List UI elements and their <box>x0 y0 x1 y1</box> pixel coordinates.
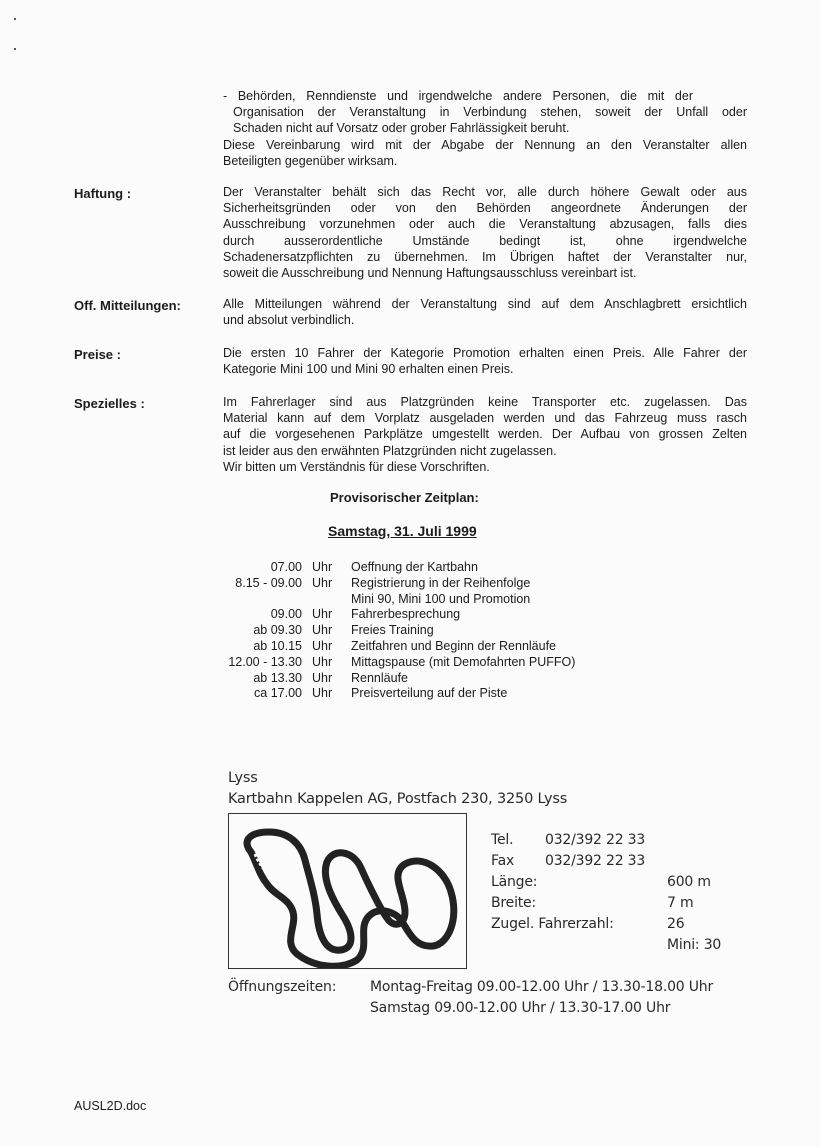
drivers-value: 26 <box>667 916 685 932</box>
schedule-event: Zeitfahren und Beginn der Rennläufe <box>351 639 557 653</box>
tel-label: Tel. <box>491 832 514 848</box>
schedule-unit: Uhr <box>312 654 333 669</box>
drivers-mini-value: Mini: 30 <box>667 937 722 953</box>
body-line: Im Fahrerlager sind aus Platzgründen keine Transporter etc. zugelassen. Das <box>223 395 747 409</box>
section-body-spezielles <box>223 394 747 475</box>
schedule-event: Registrierung in der Reihenfolge <box>351 575 531 590</box>
section-label-spezielles: Spezielles : <box>74 396 145 411</box>
schedule-event: Freies Training <box>351 623 434 638</box>
schedule-title: Provisorischer Zeitplan: <box>330 490 479 505</box>
intro-line: - Behörden, Renndienste und irgendwelche andere Personen, die mit der <box>223 89 693 103</box>
schedule-event: Rennläufe <box>351 670 408 685</box>
tel-value: 032/392 22 33 <box>545 832 646 848</box>
body-line: Alle Mitteilungen während der Veranstaltung sind auf dem Anschlagbrett ersichtlich <box>223 297 747 311</box>
schedule-event: Preisverteilung auf der Piste <box>351 686 508 701</box>
schedule-unit: Uhr <box>312 639 333 653</box>
body-line: ist leider aus den erwähnten Platzgründen nicht zugelassen. <box>223 443 557 458</box>
schedule-event: Mini 90, Mini 100 und Promotion <box>351 591 531 606</box>
schedule-time: ab 09.30 <box>253 623 302 638</box>
drivers-label: Zugel. Fahrerzahl: <box>491 916 614 932</box>
section-body-haftung <box>223 184 747 281</box>
body-line: und absolut verbindlich. <box>223 313 355 328</box>
hours-weekday: Montag-Freitag 09.00-12.00 Uhr / 13.30-18.00 Uhr <box>370 979 714 995</box>
footer-filename: AUSL2D.doc <box>74 1099 147 1113</box>
binder-mark <box>14 48 16 50</box>
schedule-time: ca 17.00 <box>254 686 302 701</box>
body-line: Der Veranstalter behält sich das Recht vor, alle durch höhere Gewalt oder aus <box>223 185 747 199</box>
hours-saturday: Samstag 09.00-12.00 Uhr / 13.30-17.00 Uhr <box>370 1000 671 1016</box>
schedule-time: 8.15 - 09.00 <box>235 575 302 590</box>
schedule-time: ab 10.15 <box>253 639 302 653</box>
schedule-table <box>0 559 820 709</box>
body-line: Ausschreibung vorzunehmen oder auch die Veranstaltung abzusagen, falls dies <box>223 217 747 232</box>
schedule-time: ab 13.30 <box>253 670 302 685</box>
intro-paragraph <box>223 88 747 169</box>
fax-label: Fax <box>491 853 515 869</box>
body-line: Schadenersatzpflichten zu übernehmen. Im Übrigen haftet der Veranstalter nur, <box>223 249 747 264</box>
track-map-frame <box>228 813 467 969</box>
venue-city: Lyss <box>228 770 258 786</box>
intro-line: Organisation der Veranstaltung in Verbindung stehen, soweit der Unfall oder <box>233 105 747 120</box>
track-map-icon <box>229 814 466 968</box>
schedule-event: Oeffnung der Kartbahn <box>351 560 478 574</box>
width-value: 7 m <box>667 895 694 911</box>
hours-label: Öffnungszeiten: <box>228 979 337 995</box>
length-value: 600 m <box>667 874 711 890</box>
section-label-preise: Preise : <box>74 347 121 362</box>
intro-line: Diese Vereinbarung wird mit der Abgabe der Nennung an den Veranstalter allen <box>223 137 747 152</box>
schedule-event: Mittagspause (mit Demofahrten PUFFO) <box>351 654 576 669</box>
binder-mark <box>14 18 16 20</box>
body-line: auf die vorgesehenen Parkplätze umgestellt werden. Der Aufbau von grossen Zelten <box>223 427 747 442</box>
section-body-preise <box>223 345 747 377</box>
schedule-unit: Uhr <box>312 560 333 574</box>
body-line: Wir bitten um Verständnis für diese Vorschriften. <box>223 459 490 474</box>
venue-address: Kartbahn Kappelen AG, Postfach 230, 3250 Lyss <box>228 791 568 807</box>
schedule-unit: Uhr <box>312 686 333 701</box>
schedule-unit: Uhr <box>312 670 333 685</box>
schedule-time: 09.00 <box>270 607 302 622</box>
body-line: Die ersten 10 Fahrer der Kategorie Promotion erhalten einen Preis. Alle Fahrer der <box>223 346 747 360</box>
schedule-unit: Uhr <box>312 607 333 622</box>
width-label: Breite: <box>491 895 536 911</box>
body-line: Sicherheitsgründen oder von den Behörden angeordnete Änderungen der <box>223 201 747 216</box>
body-line: soweit die Ausschreibung und Nennung Haftungsausschluss vereinbart ist. <box>223 265 637 280</box>
schedule-time: 07.00 <box>270 560 302 574</box>
section-body-mitteilungen <box>223 296 747 328</box>
length-label: Länge: <box>491 874 538 890</box>
section-label-haftung: Haftung : <box>74 186 132 201</box>
body-line: durch ausserordentliche Umstände bedingt ist, ohne irgendwelche <box>223 233 747 248</box>
schedule-unit: Uhr <box>312 575 333 590</box>
schedule-time: 12.00 - 13.30 <box>228 654 302 669</box>
fax-value: 032/392 22 33 <box>545 853 646 869</box>
intro-line: Beteiligten gegenüber wirksam. <box>223 153 398 168</box>
schedule-date: Samstag, 31. Juli 1999 <box>328 523 477 539</box>
intro-line: Schaden nicht auf Vorsatz oder grober Fahrlässigkeit beruht. <box>233 121 570 136</box>
body-line: Material kann auf dem Vorplatz ausgeladen werden und das Fahrzeug muss rasch <box>223 411 747 426</box>
section-label-mitteilungen: Off. Mitteilungen: <box>74 298 181 313</box>
body-line: Kategorie Mini 100 und Mini 90 erhalten einen Preis. <box>223 362 514 377</box>
schedule-event: Fahrerbesprechung <box>351 607 461 622</box>
schedule-unit: Uhr <box>312 623 333 638</box>
